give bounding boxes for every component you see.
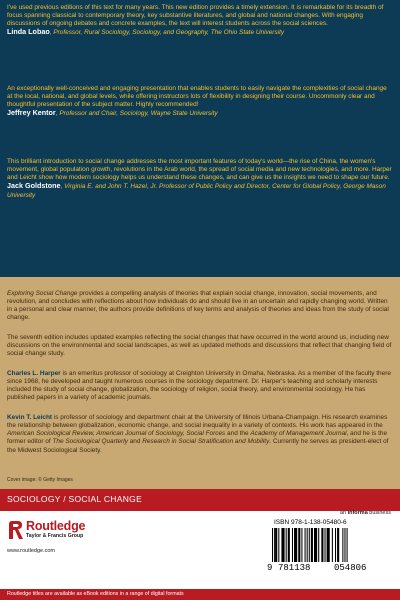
endorser-name: Jack Goldstone xyxy=(7,181,61,191)
informa-prefix: an xyxy=(339,510,348,516)
subject-category: SOCIOLOGY / SOCIAL CHANGE xyxy=(7,494,143,504)
barcode-icon xyxy=(272,528,390,562)
endorser-name: Jeffrey Kentor xyxy=(7,108,56,118)
journal-list: American Sociological Review, American Journal of Sociology, Social Forces xyxy=(7,430,226,438)
endorser-role: Professor, Rural Sociology, Sociology, and Geography, The Ohio State University xyxy=(53,29,285,37)
endorsement-quote: I've used previous editions of this text for many years. This new edition provides a timely extension. It is remarkable for its breadth of focus spanning classical to contemporary theory, key substantive literatures, and global and national changes. With engaging discussions of ongoing debates and concrete examples, the text will interest students across the social sciences. xyxy=(7,4,384,28)
author-bio-leicht xyxy=(7,414,393,455)
book-description xyxy=(7,290,393,323)
barcode-group-1: 781138 xyxy=(278,563,311,573)
author-name: Kevin T. Leicht xyxy=(7,414,53,421)
routledge-mark-icon xyxy=(7,520,24,540)
endorsement-3: This brilliant introduction to social change addresses the most important features of today's world—the rise of China, the women's movement, global population growth, revolutions in the Arab world, the spread of social media and new technologies, and more. Harper and Leicht show how modern sociology helps us understand these changes, and can give us the insights we need to shape our future. Jack Goldstone, Virginia E. and John T. Hazel, Jr. Professor of Public Policy and Director, Center for Global Policy, George Mason University xyxy=(7,158,392,199)
ebook-note: Routledge titles are available as eBook editions in a range of digital formats xyxy=(7,591,184,597)
informa-tagline xyxy=(340,510,391,516)
author-name: Charles L. Harper xyxy=(7,370,61,377)
endorsement-1: I've used previous editions of this text for many years. This new edition provides a timely extension. It is remarkable for its breadth of focus spanning classical to contemporary theory, key substantive literatures, and global and national changes. With engaging discussions of ongoing debates and concrete examples, the text will interest students across the social sciences. Linda Lobao, Professor, Rural Sociology, Sociology, and Geography, The Ohio State University xyxy=(7,4,384,37)
publisher-url[interactable]: www.routledge.com xyxy=(7,548,55,554)
isbn-block xyxy=(268,518,392,574)
isbn-label: ISBN 978-1-138-05480-6 xyxy=(274,519,347,526)
journal-list: Academy of Management Journal xyxy=(250,430,347,438)
endorsement-2: An exceptionally well-conceived and engaging presentation that enables students to easily navigate the complexities of social change at the local, national, and global levels, while offering instructors lots of flexibility in designing their course. Uncommonly clear and thoughtful presentation of the subject matter. Highly recommended! Jeffrey Kentor, Professor and Chair, Sociology, Wayne State University xyxy=(7,85,387,118)
barcode-lead-digit: 9 xyxy=(267,563,273,573)
seventh-edition-note: The seventh edition includes updated examples reflecting the social changes that have occurred in the world around us, including new discussions on the environmental and social landscapes, as well as updated methods and discussions that reflect that changing field of social change study. xyxy=(7,334,392,358)
author-bio: and the xyxy=(225,430,251,438)
informa-brand: informa xyxy=(347,510,368,516)
author-bio: , and he is the former editor of xyxy=(7,430,388,446)
journal-list: The Sociological Quarterly xyxy=(52,438,128,446)
cover-credit: Cover image: © Getty Images xyxy=(7,477,73,483)
publisher-group: Taylor & Francis Group xyxy=(26,533,84,539)
ebook-note-bar xyxy=(0,589,400,600)
description-text: provides a compelling analysis of theories that explain social change, innovation, social movements, and revolution, and concludes with reflections about how individuals do and should live in an uncertain and rapidly changing world. Written in a personal and clear manner, the authors provide definitions of key terms and analysis of theories and ideas from the study of social change. xyxy=(7,290,389,322)
endorser-name: Linda Lobao xyxy=(7,27,50,37)
author-bio-harper xyxy=(7,370,393,403)
author-bio: and xyxy=(127,438,143,446)
endorser-role: Professor and Chair, Sociology, Wayne State University xyxy=(59,110,218,118)
publisher-logo[interactable] xyxy=(7,519,117,541)
endorser-role: Virginia E. and John T. Hazel, Jr. Professor of Public Policy and Director, Center for Global Policy, George Mason University xyxy=(7,183,386,199)
endorsements-panel xyxy=(0,0,400,277)
book-title: Exploring Social Change xyxy=(7,290,78,297)
endorsement-quote: This brilliant introduction to social change addresses the most important features of today's world—the rise of China, the women's movement, global population growth, revolutions in the Arab world, the spread of social media and new technologies, and more. Harper and Leicht show how modern sociology helps us understand these changes, and can give us the insights we need to shape our future. xyxy=(7,158,392,182)
endorsement-quote: An exceptionally well-conceived and engaging presentation that enables students to easily navigate the complexities of social change at the local, national, and global levels, while offering instructors lots of flexibility in designing their course. Uncommonly clear and thoughtful presentation of the subject matter. Highly recommended! xyxy=(7,85,387,109)
barcode-group-2: 054806 xyxy=(334,563,367,573)
author-bio: is an emeritus professor of sociology at Creighton University in Omaha, Nebraska. As a member of the faculty there since 1968, he developed and taught numerous courses in the sociology department. Dr. Harper's teaching and scholarly interests included the study of social change, globalization, the sociology of religion, social theory, and environmental sociology. He has published papers in a variety of academic journals. xyxy=(7,370,391,402)
journal-list: Research in Social Stratification and Mobility xyxy=(142,438,270,446)
publisher-name: Routledge xyxy=(26,519,86,533)
informa-suffix: business xyxy=(367,510,391,516)
author-bio: is professor of sociology and department chair at the University of Illinois Urbana-Champaign. His research examines the relationship between globalization, economic change, and social inequality in a variety of contexts. His work has appeared in the xyxy=(7,414,388,430)
author-bio: . Currently he serves as president-elect of the Midwest Sociological Society. xyxy=(7,438,389,454)
